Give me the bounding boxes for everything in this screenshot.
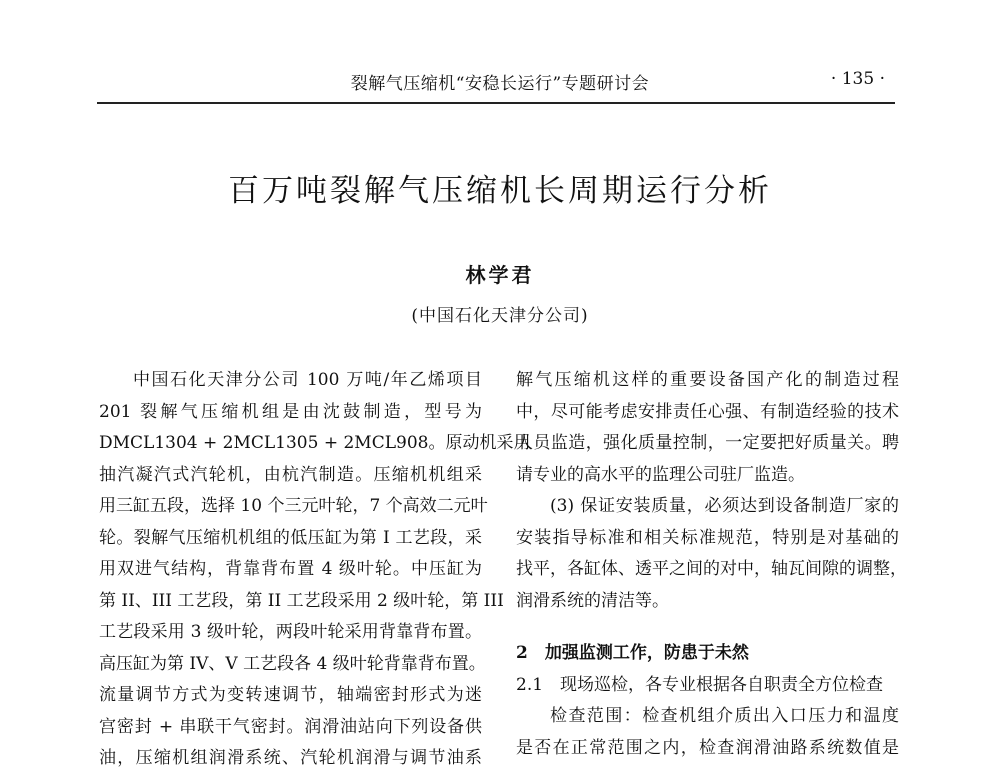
section-gap <box>516 617 899 638</box>
right-column <box>516 365 907 764</box>
body-line: 201 裂解气压缩机组是由沈鼓制造，型号为 <box>99 401 482 422</box>
left-column <box>99 365 531 775</box>
body-line: 润滑系统的清洁等。 <box>516 590 669 611</box>
body-line: 是否在正常范围之内，检查润滑油路系统数值是 <box>516 737 899 758</box>
body-line: 流量调节方式为变转速调节，轴端密封形式为迷 <box>99 685 482 705</box>
body-line: 解气压缩机这样的重要设备国产化的制造过程 <box>516 370 899 390</box>
body-line: 抽汽凝汽式汽轮机，由杭汽制造。压缩机机组采 <box>99 464 482 485</box>
body-line: 中国石化天津分公司 100 万吨/年乙烯项目 <box>133 370 482 390</box>
body-line: 人员监造，强化质量控制，一定要把好质量关。聘 <box>516 433 899 453</box>
paper-title: 百万吨裂解气压缩机长周期运行分析 <box>228 173 772 209</box>
body-line: 检查范围：检查机组介质出入口压力和温度 <box>550 706 899 726</box>
page-number: · 135 · <box>830 69 885 89</box>
body-line: 高压缸为第 IV、V 工艺段各 4 级叶轮背靠背布置。 <box>99 653 486 674</box>
body-line: 油，压缩机组润滑系统、汽轮机润滑与调节油系 <box>99 748 482 768</box>
body-line: 请专业的高水平的监理公司驻厂监造。 <box>516 464 805 485</box>
body-line: 轮。裂解气压缩机机组的低压缸为第 I 工艺段，采 <box>99 527 482 548</box>
running-header-title: 裂解气压缩机“安稳长运行”专题研讨会 <box>350 74 650 94</box>
body-line: 找平，各缸体、透平之间的对中，轴瓦间隙的调整， <box>516 559 907 579</box>
body-line: 用双进气结构，背靠背布置 4 级叶轮。中压缸为 <box>99 559 482 579</box>
subsection-heading: 2.1 现场巡检，各专业根据各自职责全方位检查 <box>516 674 884 695</box>
header-rule <box>97 102 895 104</box>
body-line: 工艺段采用 3 级叶轮，两段叶轮采用背靠背布置。 <box>99 622 482 642</box>
body-line: DMCL1304 + 2MCL1305 + 2MCL908。原动机采用 <box>99 433 531 453</box>
body-line: 用三缸五段，选择 10 个三元叶轮，7 个高效二元叶 <box>99 496 488 516</box>
paper-author: 林学君 <box>465 263 535 287</box>
section-heading: 2 加强监测工作，防患于未然 <box>516 643 749 663</box>
body-line: 宫密封 + 串联干气密封。润滑油站向下列设备供 <box>99 716 482 737</box>
body-line: (3) 保证安装质量，必须达到设备制造厂家的 <box>550 496 899 516</box>
body-line: 中，尽可能考虑安排责任心强、有制造经验的技术 <box>516 401 899 422</box>
paper-affiliation: (中国石化天津分公司) <box>411 306 589 326</box>
body-line: 第 II、III 工艺段，第 II 工艺段采用 2 级叶轮，第 III <box>99 590 504 611</box>
body-line: 安装指导标准和相关标准规范，特别是对基础的 <box>516 527 899 548</box>
